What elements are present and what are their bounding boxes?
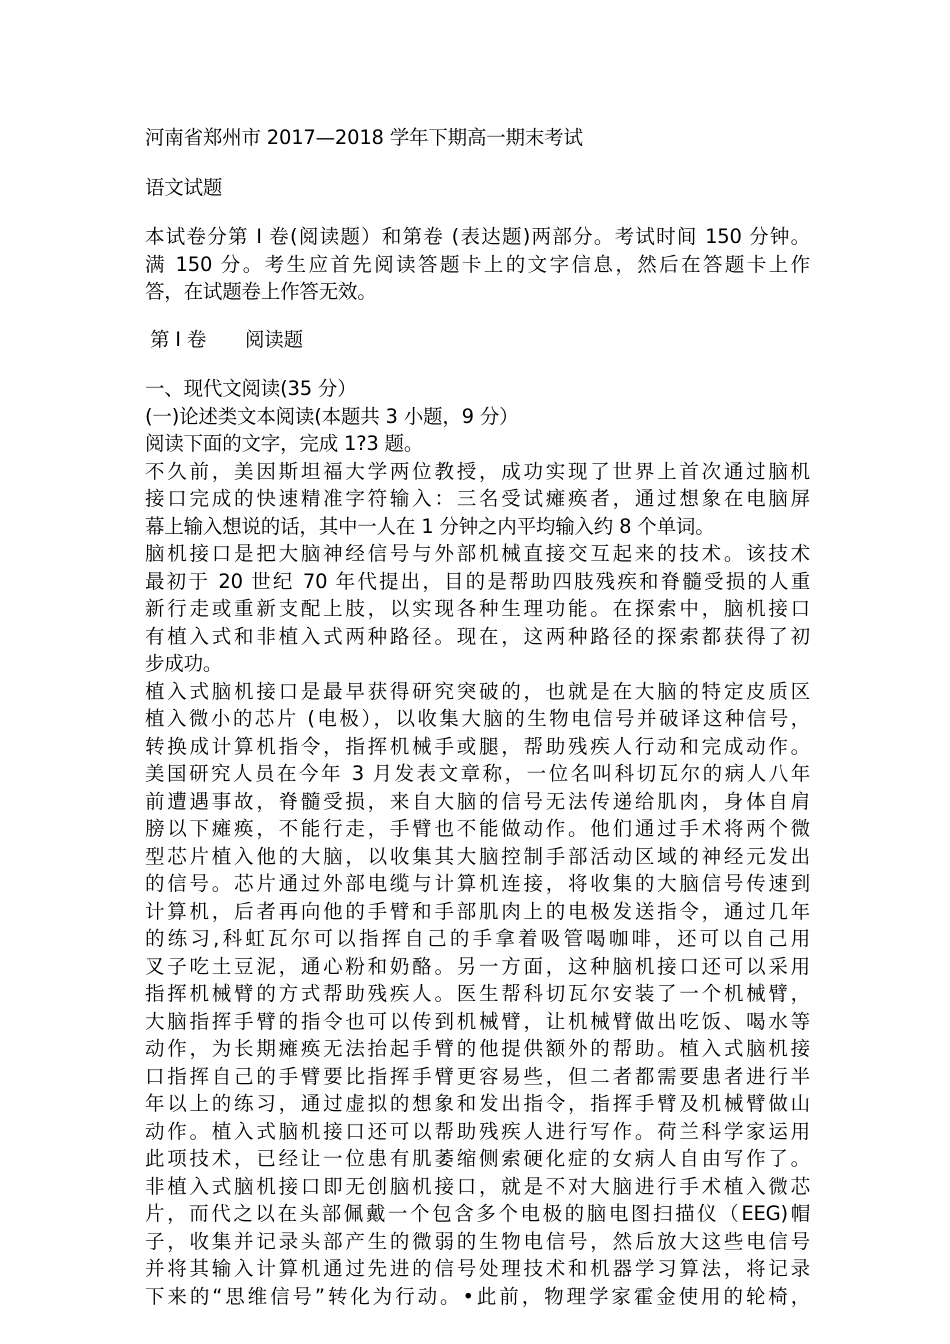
passage-line: 口指挥自己的手臂要比指挥手臂更容易些，但二者都需要患者进行半 — [145, 1064, 810, 1088]
passage-line: 下来的“思维信号”转化为行动。•此前，物理学家霍金使用的轮椅， — [145, 1284, 810, 1308]
passage-line: 动作。植入式脑机接口还可以帮助残疾人进行写作。荷兰科学家运用 — [145, 1119, 810, 1143]
passage — [145, 458, 810, 1311]
passage-line: 计算机，后者再向他的手臂和手部肌肉上的电极发送指令，通过几年 — [145, 899, 810, 923]
passage-line: 新行走或重新支配上肢，以实现各种生理功能。在探索中，脑机接口 — [145, 597, 810, 620]
passage-line: 前遭遇事故，脊髓受损，来自大脑的信号无法传递给肌肉，身体自肩 — [145, 789, 810, 813]
passage-line: 并将其输入计算机通过先进的信号处理技术和机器学习算法，将记录 — [145, 1257, 810, 1280]
passage-line: 最初于 20 世纪 70 年代提出，目的是帮助四肢残疾和脊髓受损的人重 — [145, 569, 810, 593]
passage-line: 的信号。芯片通过外部电缆与计算机连接，将收集的大脑信号传速到 — [145, 872, 810, 895]
exam-title: 河南省郑州市 2017—2018 学年下期高一期末考试 — [145, 126, 583, 149]
part-number: 第 I 卷 — [150, 327, 207, 351]
instruction-line: 答，在试题卷上作答无效。 — [145, 280, 377, 303]
passage-line: 指挥机械臂的方式帮助残疾人。医生帮科切瓦尔安装了一个机械臂， — [145, 982, 810, 1005]
instruction-line: 满 150 分。考生应首先阅读答题卡上的文字信息，然后在答题卡上作 — [145, 252, 810, 276]
instruction-line: 本试卷分第 I 卷(阅读题）和第卷 (表达题)两部分。考试时间 150 分钟。 — [145, 225, 810, 248]
subsection-heading: (一)论述类文本阅读(本题共 3 小题，9 分） — [145, 404, 519, 428]
passage-line: 步成功。 — [145, 652, 223, 675]
exam-document — [145, 124, 810, 1310]
reading-prompt: 阅读下面的文字，完成 1?3 题。 — [145, 432, 424, 455]
passage-line: 此项技术，已经让一位患有肌萎缩侧索硬化症的女病人自由写作了。 — [145, 1147, 810, 1170]
passage-line: 非植入式脑机接口即无创脑机接口，就是不对大脑进行手术植入微芯 — [145, 1174, 810, 1198]
passage-line: 型芯片植入他的大脑，以收集其大脑控制手部活动区域的神经元发出 — [145, 844, 810, 868]
passage-line: 幕上输入想说的话，其中一人在 1 分钟之内平均输入约 8 个单词。 — [145, 514, 715, 538]
passage-line: 子，收集并记录头部产生的微弱的生物电信号，然后放大这些电信号 — [145, 1229, 810, 1253]
part-heading — [145, 326, 810, 354]
passage-line: 动作，为长期瘫痪无法抬起手臂的他提供额外的帮助。植入式脑机接 — [145, 1037, 810, 1060]
passage-line: 植入微小的芯片 (电极），以收集大脑的生物电信号并破译这种信号， — [145, 707, 810, 730]
paragraph — [145, 540, 810, 678]
passage-line: 年以上的练习，通过虚拟的想象和发出指令，指挥手臂及机械臂做山 — [145, 1092, 810, 1115]
passage-line: 转换成计算机指令，指挥机械手或腿，帮助残疾人行动和完成动作。 — [145, 734, 810, 758]
passage-line: 有植入式和非植入式两种路径。现在，这两种路径的探索都获得了初 — [145, 624, 810, 648]
paragraph — [145, 1173, 810, 1311]
passage-line: 接口完成的快速精准字符输入：三名受试瘫痪者，通过想象在电脑屏 — [145, 487, 810, 510]
subject-title: 语文试题 — [145, 175, 223, 199]
passage-line: 不久前，美因斯坦福大学两位教授，成功实现了世界上首次通过脑机 — [145, 459, 810, 483]
passage-line: 植入式脑机接口是最早获得研究突破的，也就是在大脑的特定皮质区 — [145, 679, 810, 703]
paragraph — [145, 458, 810, 541]
section-heading: 一、现代文阅读(35 分） — [145, 377, 357, 400]
paragraph — [145, 678, 810, 1173]
passage-line: 膀以下瘫痪，不能行走，手臂也不能做动作。他们通过手术将两个微 — [145, 817, 810, 840]
exam-instructions — [145, 223, 810, 306]
passage-line: 脑机接口是把大脑神经信号与外部机械直接交互起来的技术。该技术 — [145, 542, 810, 565]
passage-line: 美国研究人员在今年 3 月发表文章称，一位名叫科切瓦尔的病人八年 — [145, 762, 810, 785]
passage-line: 的练习,科虹瓦尔可以指挥自己的手拿着吸管喝咖啡，还可以自己用 — [145, 927, 810, 950]
passage-line: 片，而代之以在头部佩戴一个包含多个电极的脑电图扫描仪（EEG)帽 — [145, 1202, 810, 1225]
passage-line: 叉子吃土豆泥，通心粉和奶酪。另一方面，这种脑机接口还可以采用 — [145, 954, 810, 978]
passage-line: 大脑指挥手臂的指令也可以传到机械臂，让机械臂做出吃饭、喝水等 — [145, 1009, 810, 1033]
part-name: 阅读题 — [245, 327, 303, 351]
